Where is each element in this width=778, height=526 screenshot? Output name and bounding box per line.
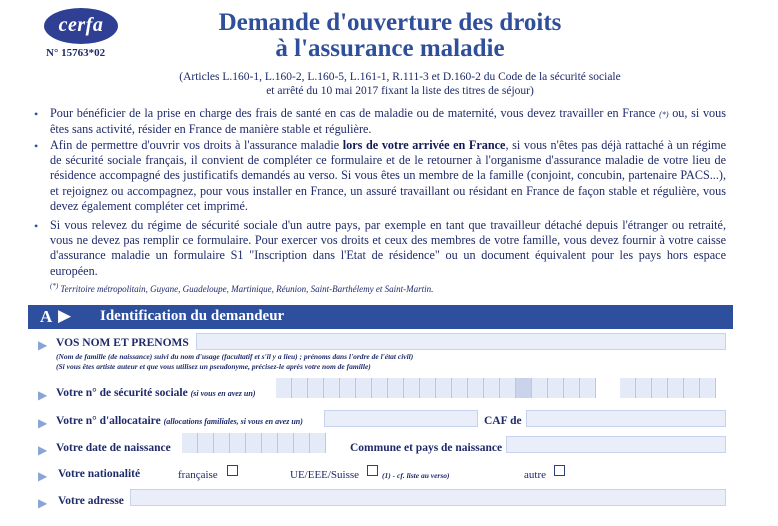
nationality-ue-label: UE/EEE/Suisse [290,469,360,481]
footnote [50,282,433,294]
intro-p1-text2: ou, si vous êtes sans activité, résider en France de manière stable et régulière. [50,106,726,137]
alloc-label-note: (allocations familiales, si vous en avez un) [163,417,303,426]
section-arrow-icon: ▶ [58,306,72,325]
intro-paragraph-2 [50,138,726,214]
bullet-3: • [34,219,39,233]
intro-paragraph-1 [50,106,726,137]
legal-references-line1: (Articles L.160-1, L.160-2, L.160-5, L.161-1, R.111-3 et D.160-2 du Code de la sécurité sociale [179,71,621,83]
intro-p1-text1: Pour bénéficier de la prise en charge des frais de santé en cas de maladie ou de maternité, vous devez travailler en France [50,106,660,120]
ss-label-note: (si vous en avez un) [190,389,256,398]
commune-label: Commune et pays de naissance [350,442,503,454]
caf-label: CAF de [484,415,522,427]
ss-label-text: Votre n° de sécurité sociale [56,387,188,399]
ss-key-input[interactable] [620,378,716,398]
nationality-ue-checkbox[interactable] [367,465,378,476]
legal-references-line2: et arrêté du 10 mai 2017 fixant la liste des titres de séjour) [266,85,534,97]
section-letter: A [40,307,53,326]
names-input[interactable] [196,333,726,350]
address-input[interactable] [130,489,726,506]
ss-number-input[interactable] [276,378,596,398]
bullet-2: • [34,139,39,153]
page-title-line1: Demande d'ouverture des droits [218,9,562,36]
nationality-ue-note: (1) - cf. liste au verso) [382,471,450,480]
names-label: VOS NOM ET PRENOMS [56,337,189,349]
intro-p2-bold: lors de votre arrivée en France [342,138,506,152]
nationality-label: Votre nationalité [58,468,141,480]
intro-p2-text2: , si vous n'êtes pas déjà rattaché à un régime de sécurité sociale français, il convient de compléter ce formulaire et de le retourner à l'organisme d'assurance maladie de votre lieu de résidence accompagné des justificatifs demandés au verso. Si vous êtes un membre de la famille (conjoint, concubin, partenaire PACS...), et rejoignez ou accompagnez, pour vous installer en France, un assuré travaillant ou résidant en France de façon stable et régulière, vous devez également compléter cet imprimé. [50,138,727,213]
page-title-line2: à l'assurance maladie [275,35,505,62]
alloc-input[interactable] [324,410,478,427]
names-note-2: (Si vous êtes artiste auteur et que vous utilisez un pseudonyme, précisez-le après votre nom de famille) [56,362,371,371]
address-label: Votre adresse [58,495,124,507]
form-number: N° 15763*02 [46,47,106,59]
caf-input[interactable] [526,410,726,427]
nationality-other-checkbox[interactable] [554,465,565,476]
row-marker-icon: ▶ [38,388,48,402]
cerfa-logo: cerfa [44,8,118,44]
names-note-1: (Nom de famille (de naissance) suivi du nom d'usage (facultatif et s'il y a lieu) ; prénoms dans l'ordre de l'état civil) [56,352,414,361]
footnote-mark: (*) [50,282,59,290]
row-marker-icon: ▶ [38,469,48,483]
nationality-other-label: autre [524,469,546,481]
intro-p2-text1: Afin de permettre d'ouvrir vos droits à l'assurance maladie [50,138,343,152]
alloc-label-text: Votre n° d'allocataire [56,415,161,427]
row-marker-icon: ▶ [38,496,48,510]
footnote-text: Territoire métropolitain, Guyane, Guadeloupe, Martinique, Réunion, Saint-Barthélemy et Saint-Martin. [58,284,434,294]
bullet-1: • [34,107,39,121]
intro-p1-mark: (*) [659,110,669,119]
birth-label: Votre date de naissance [56,442,171,454]
intro-paragraph-3: Si vous relevez du régime de sécurité sociale d'un autre pays, par exemple en tant que travailleur détaché depuis l'étranger ou retraité, vous ne devez pas remplir ce formulaire. Pour exercer vos droits et ceux des membres de votre famille, vous devez fournir à votre caisse d'assurance maladie un formulaire S1 "Inscription dans l'Etat de résidence" ou un document équivalent pour les pays hors espace européen. [50,218,726,278]
nationality-fr-checkbox[interactable] [227,465,238,476]
nationality-fr-label: française [178,469,218,481]
birth-date-input[interactable] [182,433,326,453]
ss-label [56,387,255,399]
alloc-label [56,415,303,427]
commune-input[interactable] [506,436,726,453]
section-title: Identification du demandeur [100,308,285,324]
row-marker-icon: ▶ [38,338,48,352]
row-marker-icon: ▶ [38,443,48,457]
row-marker-icon: ▶ [38,416,48,430]
